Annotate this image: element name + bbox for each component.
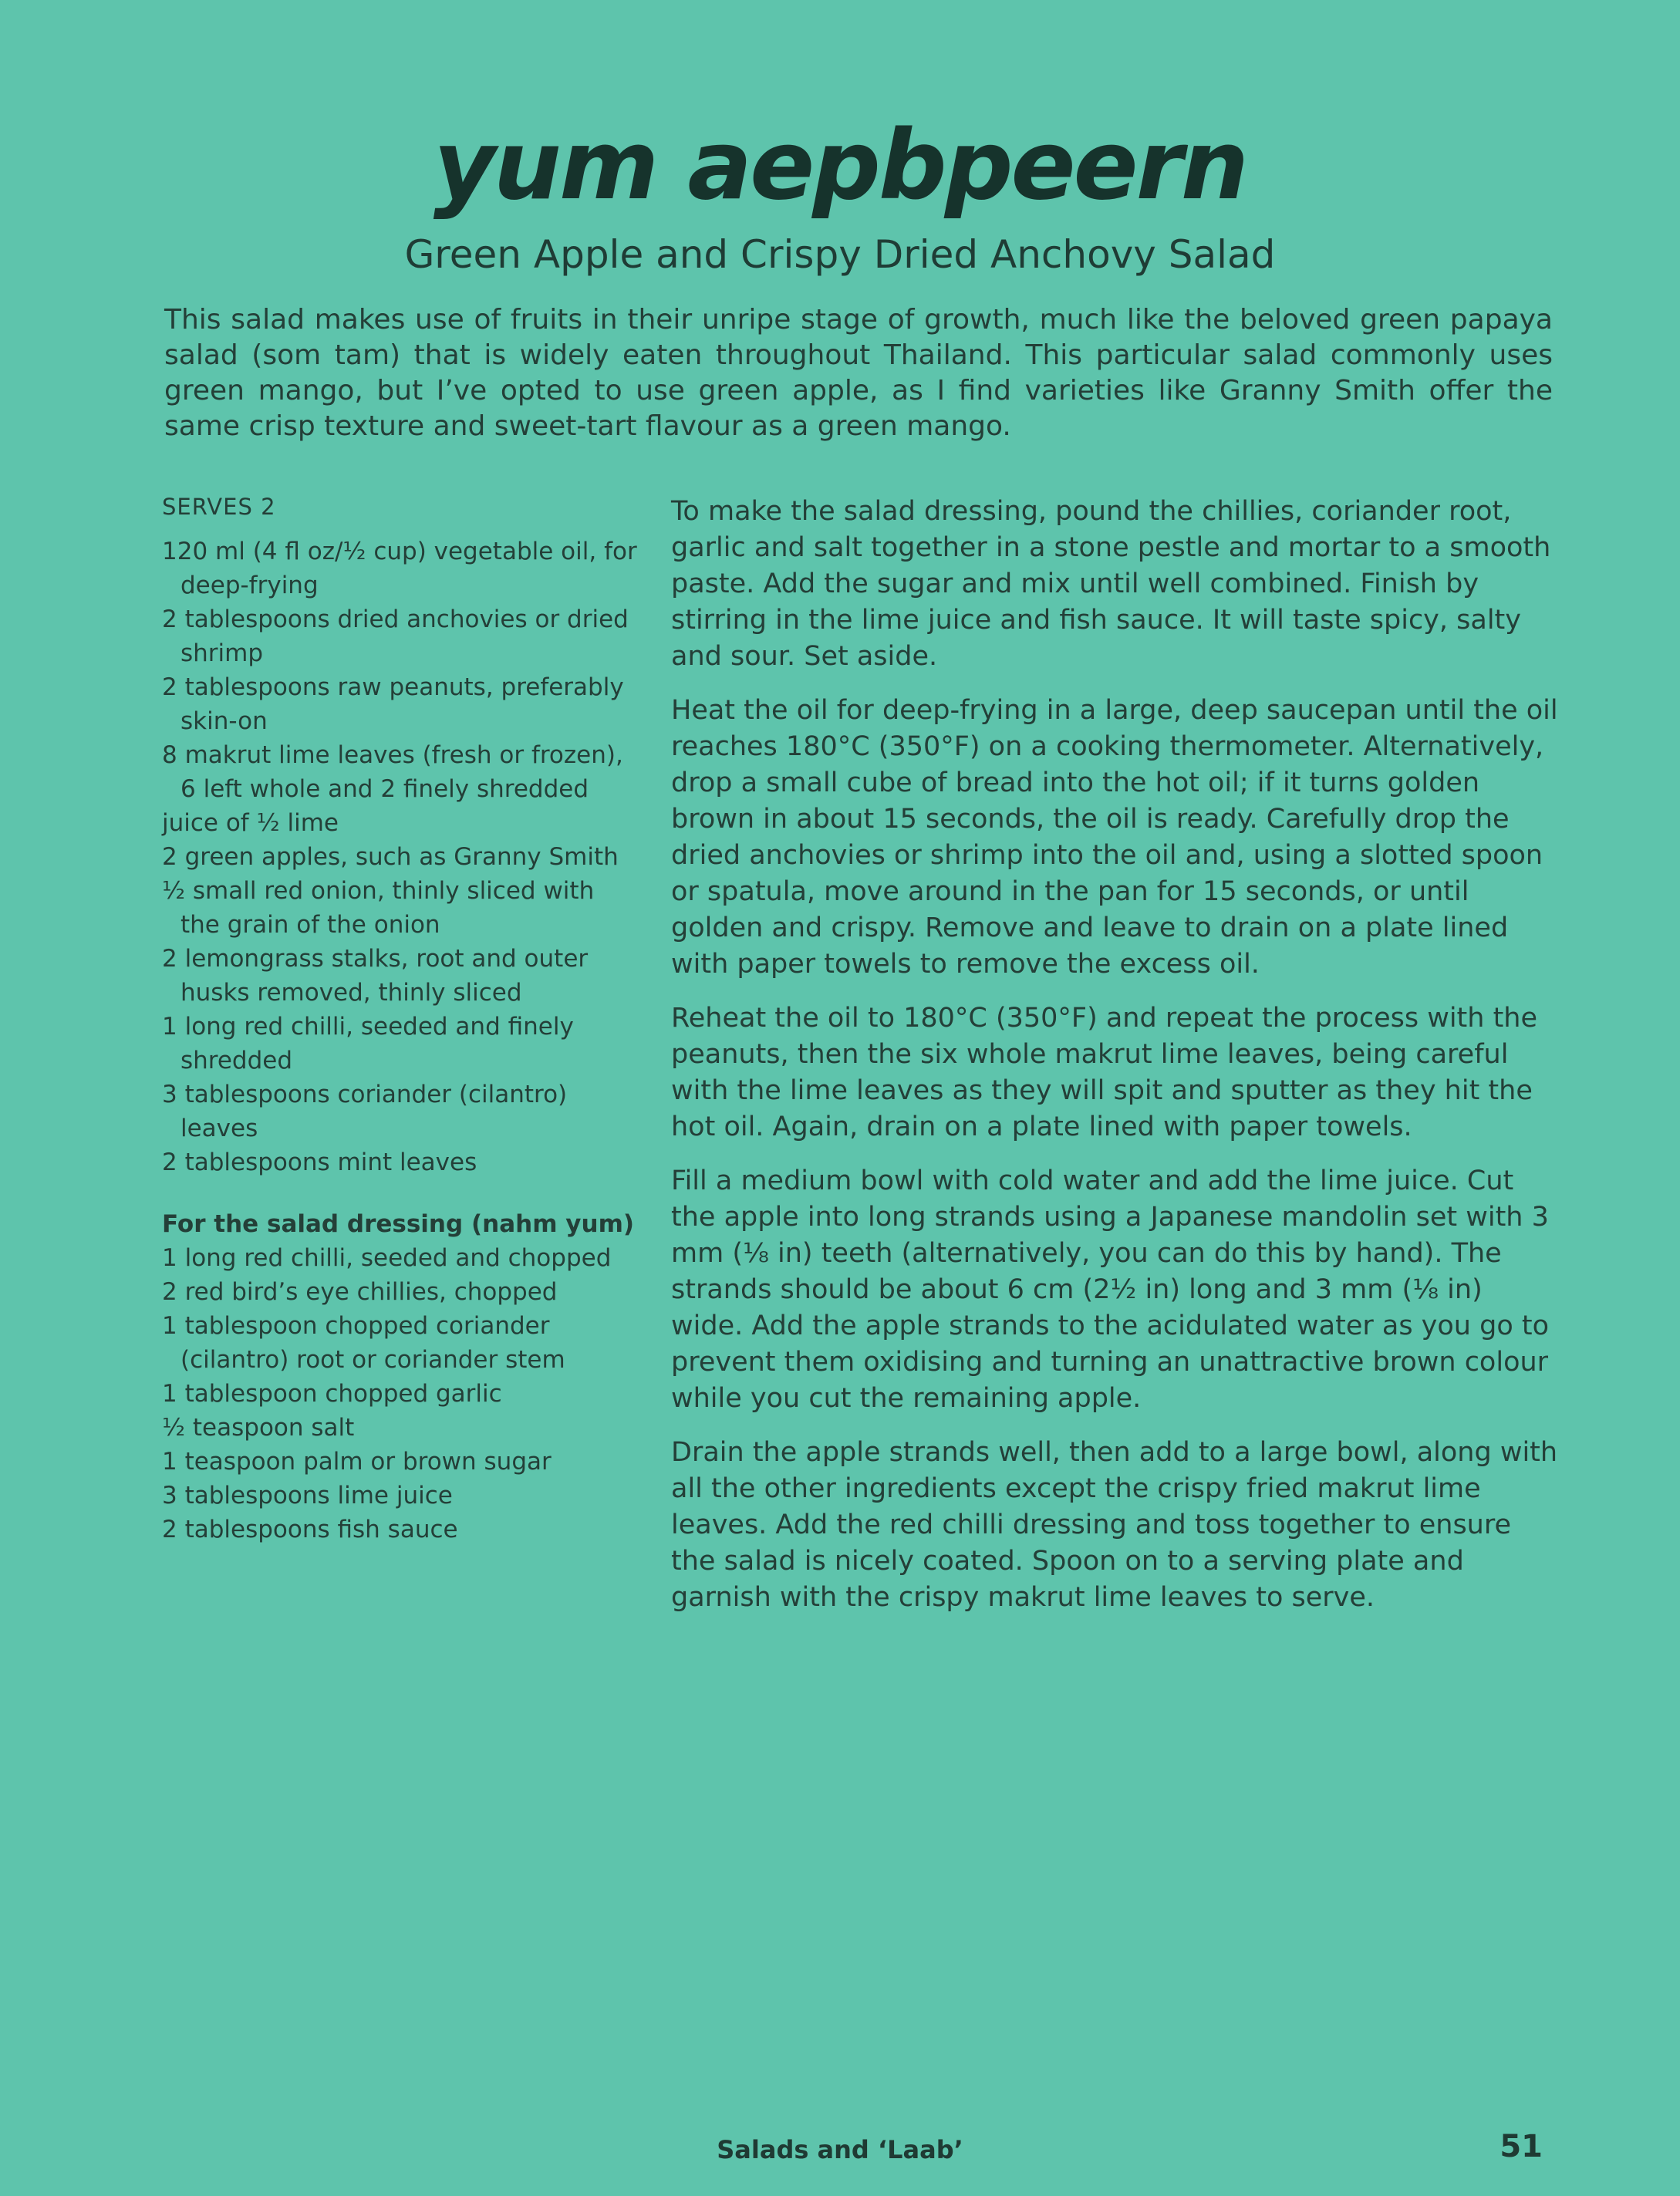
ingredient-list <box>162 535 640 1179</box>
dressing-ingredient-item: 2 tablespoons fish sauce <box>162 1516 458 1543</box>
ingredient-item: 2 green apples, such as Granny Smith <box>162 843 619 871</box>
method-step: To make the salad dressing, pound the chillies, coriander root, garlic and salt together in a stone pestle and mortar to a smooth paste. Add the sugar and mix until well combined. Finish by stirring in the lime juice and fish sauce. It will taste spicy, salty and sour. Set aside. <box>671 496 1551 672</box>
method-column <box>671 494 1558 1634</box>
method-step: Drain the apple strands well, then add to a large bowl, along with all the other ingredients except the crispy fried makrut lime leaves. Add the red chilli dressing and toss together to ensure the salad is nicely coated. Spoon on to a serving plate and garnish with the crispy makrut lime leaves to serve. <box>671 1437 1558 1613</box>
ingredient-item: 120 ml (4 fl oz/½ cup) vegetable oil, for deep-frying <box>162 538 637 599</box>
ingredients-column <box>162 490 640 1547</box>
ingredient-item: juice of ½ lime <box>162 809 339 837</box>
footer-section-title: Salads and ‘Laab’ <box>717 2135 963 2164</box>
ingredient-item: 2 tablespoons mint leaves <box>162 1149 477 1176</box>
serves-label: SERVES 2 <box>162 494 276 520</box>
dressing-ingredient-item: 1 teaspoon palm or brown sugar <box>162 1448 552 1476</box>
method-step: Fill a medium bowl with cold water and add the lime juice. Cut the apple into long strands using a Japanese mandolin set with 3 mm (⅛ in) teeth (alternatively, you can do this by hand). The strands should be about 6 cm (2½ in) long and 3 mm (⅛ in) wide. Add the apple strands to the acidulated water as you go to prevent them oxidising and turning an unattractive brown colour while you cut the remaining apple. <box>671 1165 1550 1414</box>
method-step: Reheat the oil to 180°C (350°F) and repeat the process with the peanuts, then the six whole makrut lime leaves, being careful with the lime leaves as they will spit and sputter as they hit the hot oil. Again, drain on a plate lined with paper towels. <box>671 1003 1538 1142</box>
method-step: Heat the oil for deep-frying in a large, deep saucepan until the oil reaches 180°C (350°F) on a cooking thermometer. Alternatively, drop a small cube of bread into the hot oil; if it turns golden brown in about 15 seconds, the oil is ready. Carefully drop the dried anchovies or shrimp into the oil and, using a slotted spoon or spatula, move around in the pan for 15 seconds, or until golden and crispy. Remove and leave to drain on a plate lined with paper towels to remove the excess oil. <box>671 695 1558 980</box>
ingredient-item: ½ small red onion, thinly sliced with the grain of the onion <box>162 877 595 939</box>
dressing-ingredient-item: 2 red bird’s eye chillies, chopped <box>162 1278 558 1306</box>
dressing-ingredient-item: 1 tablespoon chopped garlic <box>162 1380 502 1408</box>
dressing-ingredient-item: 3 tablespoons lime juice <box>162 1482 453 1510</box>
dressing-ingredient-item: 1 long red chilli, seeded and chopped <box>162 1244 612 1272</box>
ingredient-item: 2 tablespoons dried anchovies or dried shrimp <box>162 606 629 667</box>
dressing-heading: For the salad dressing (nahm yum) <box>162 1210 635 1238</box>
page-title: yum aepbpeern <box>433 110 1247 221</box>
dressing-ingredient-list <box>162 1241 640 1547</box>
ingredient-item: 2 lemongrass stalks, root and outer husks removed, thinly sliced <box>162 945 589 1007</box>
dressing-ingredient-item: 1 tablespoon chopped coriander (cilantro) root or coriander stem <box>162 1312 565 1374</box>
ingredient-item: 2 tablespoons raw peanuts, preferably skin-on <box>162 673 624 735</box>
ingredient-item: 3 tablespoons coriander (cilantro) leaves <box>162 1081 568 1142</box>
ingredient-item: 1 long red chilli, seeded and finely shredded <box>162 1013 574 1074</box>
recipe-intro: This salad makes use of fruits in their unripe stage of growth, much like the beloved green papaya salad (som tam) that is widely eaten throughout Thailand. This particular salad commonly uses green mango, but I’ve opted to use green apple, as I find varieties like Granny Smith offer the same crisp texture and sweet-tart flavour as a green mango. <box>164 304 1553 442</box>
dressing-ingredient-item: ½ teaspoon salt <box>162 1414 355 1442</box>
page-number: 51 <box>1500 2129 1543 2164</box>
ingredient-item: 8 makrut lime leaves (fresh or frozen), 6 left whole and 2 finely shredded <box>162 741 623 803</box>
recipe-subtitle: Green Apple and Crispy Dried Anchovy Salad <box>404 232 1276 277</box>
